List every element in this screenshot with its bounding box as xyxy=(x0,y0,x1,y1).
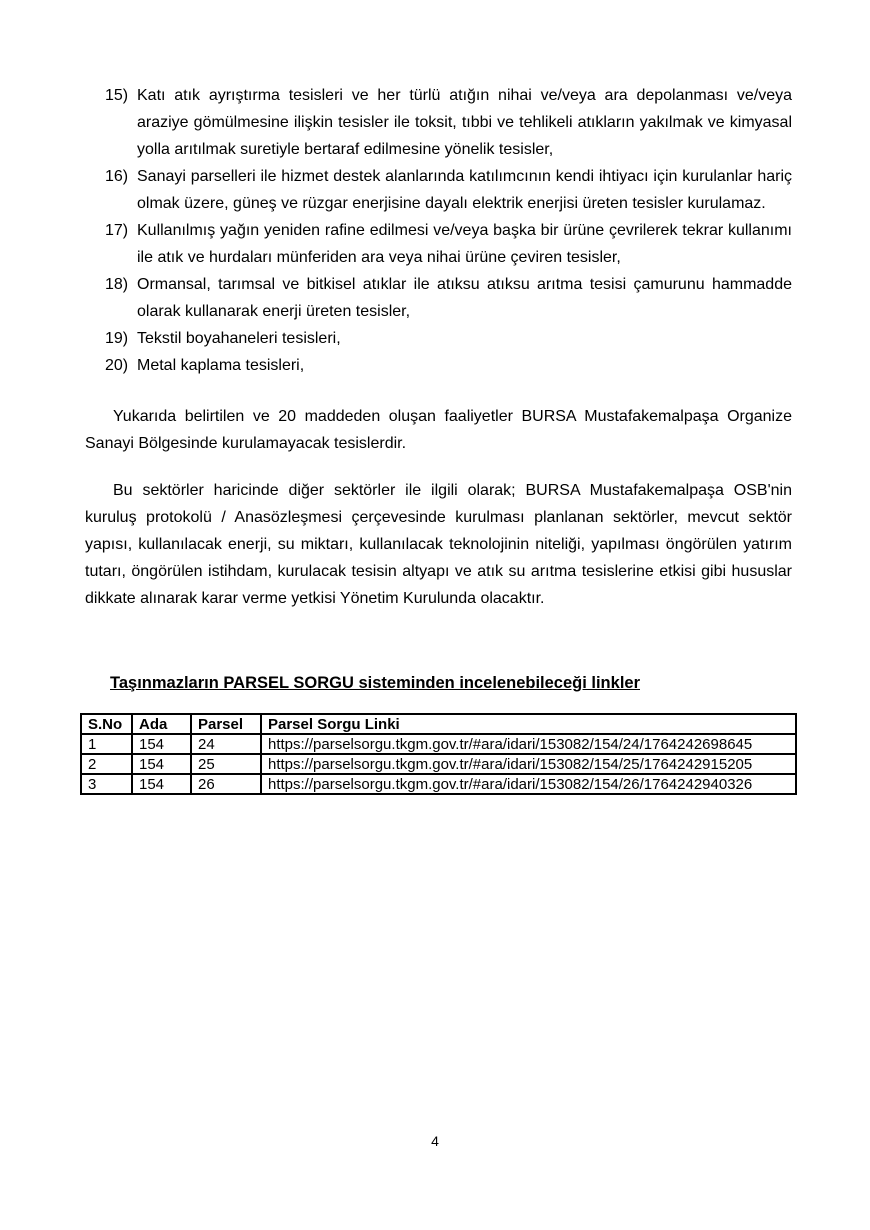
list-item xyxy=(105,82,792,163)
cell-ada: 154 xyxy=(132,734,191,754)
list-item-number: 19) xyxy=(105,330,129,347)
list-item-text: Tekstil boyahaneleri tesisleri, xyxy=(137,330,341,347)
table-row xyxy=(81,754,796,774)
list-item-number: 16) xyxy=(105,168,129,185)
cell-link xyxy=(261,734,796,754)
paragraph-sectors: Bu sektörler haricinde diğer sektörler ile ilgili olarak; BURSA Mustafakemalpaşa OSB'nin kuruluş protokolü / Anasözleşmesi çerçevesinde kurulması planlanan sektörler, mevcut sektör yapısı, kullanılacak enerji, su miktarı, kullanılacak teknolojinin niteliği, yapılması öngörülen yatırım tutarı, öngörülen istihdam, kurulacak tesisin altyapı ve atık su arıtma tesislerine etkisi gibi hususlar dikkate alınarak karar verme yetkisi Yönetim Kurulunda olacaktır. xyxy=(85,482,792,607)
list-item-text: Ormansal, tarımsal ve bitkisel atıklar ile atıksu atıksu arıtma tesisi çamurunu hammadde olarak kullanarak enerji üreten tesisler, xyxy=(137,276,792,320)
list-item-number: 17) xyxy=(105,222,129,239)
cell-sno: 2 xyxy=(81,754,132,774)
list-item-text: Kullanılmış yağın yeniden rafine edilmesi ve/veya başka bir ürüne çevrilerek tekrar kullanımı ile atık ve hurdaları münferiden ara veya nihai ürüne çeviren tesisler, xyxy=(137,222,792,266)
cell-link xyxy=(261,754,796,774)
paragraph-summary: Yukarıda belirtilen ve 20 maddeden oluşan faaliyetler BURSA Mustafakemalpaşa Organize Sanayi Bölgesinde kurulamayacak tesislerdir. xyxy=(85,408,792,452)
table-header-ada: Ada xyxy=(132,714,191,734)
list-item-number: 15) xyxy=(105,87,129,104)
list-item-text: Katı atık ayrıştırma tesisleri ve her türlü atığın nihai ve/veya ara depolanması ve/veya araziye gömülmesine ilişkin tesisler ile toksit, tıbbi ve tehlikeli atıkların yakılmak ve kimyasal yolla arıtılmak suretiyle bertaraf edilmesine yönelik tesisler, xyxy=(137,87,792,158)
list-item-number: 20) xyxy=(105,357,129,374)
cell-sno: 3 xyxy=(81,774,132,794)
list-item xyxy=(105,163,792,217)
table-row xyxy=(81,734,796,754)
list-item-text: Sanayi parselleri ile hizmet destek alanlarında katılımcının kendi ihtiyacı için kurulanlar hariç olmak üzere, güneş ve rüzgar enerjisine dayalı elektrik enerjisi üreten tesisler kurulamaz. xyxy=(137,168,792,212)
list-item xyxy=(105,217,792,271)
list-item-number: 18) xyxy=(105,276,129,293)
cell-parsel: 24 xyxy=(191,734,261,754)
table-header-link: Parsel Sorgu Linki xyxy=(261,714,796,734)
parsel-link[interactable]: https://parselsorgu.tkgm.gov.tr/#ara/idari/153082/154/26/1764242940326 xyxy=(268,775,753,793)
table-row xyxy=(81,774,796,794)
numbered-list xyxy=(85,82,792,379)
page-content xyxy=(85,82,792,795)
parsel-link[interactable]: https://parselsorgu.tkgm.gov.tr/#ara/idari/153082/154/25/1764242915205 xyxy=(268,755,753,773)
cell-link xyxy=(261,774,796,794)
table-section-heading: Taşınmazların PARSEL SORGU sisteminden incelenebileceği linkler xyxy=(110,674,640,692)
table-header-parsel: Parsel xyxy=(191,714,261,734)
list-item xyxy=(105,325,792,352)
list-item xyxy=(105,271,792,325)
cell-ada: 154 xyxy=(132,774,191,794)
list-item xyxy=(105,352,792,379)
cell-ada: 154 xyxy=(132,754,191,774)
cell-sno: 1 xyxy=(81,734,132,754)
table-header-row xyxy=(81,714,796,734)
list-item-text: Metal kaplama tesisleri, xyxy=(137,357,305,374)
cell-parsel: 25 xyxy=(191,754,261,774)
cell-parsel: 26 xyxy=(191,774,261,794)
table-header-sno: S.No xyxy=(81,714,132,734)
page-number: 4 xyxy=(431,1133,439,1149)
parsel-sorgu-table xyxy=(80,713,797,795)
parsel-link[interactable]: https://parselsorgu.tkgm.gov.tr/#ara/idari/153082/154/24/1764242698645 xyxy=(268,735,753,753)
